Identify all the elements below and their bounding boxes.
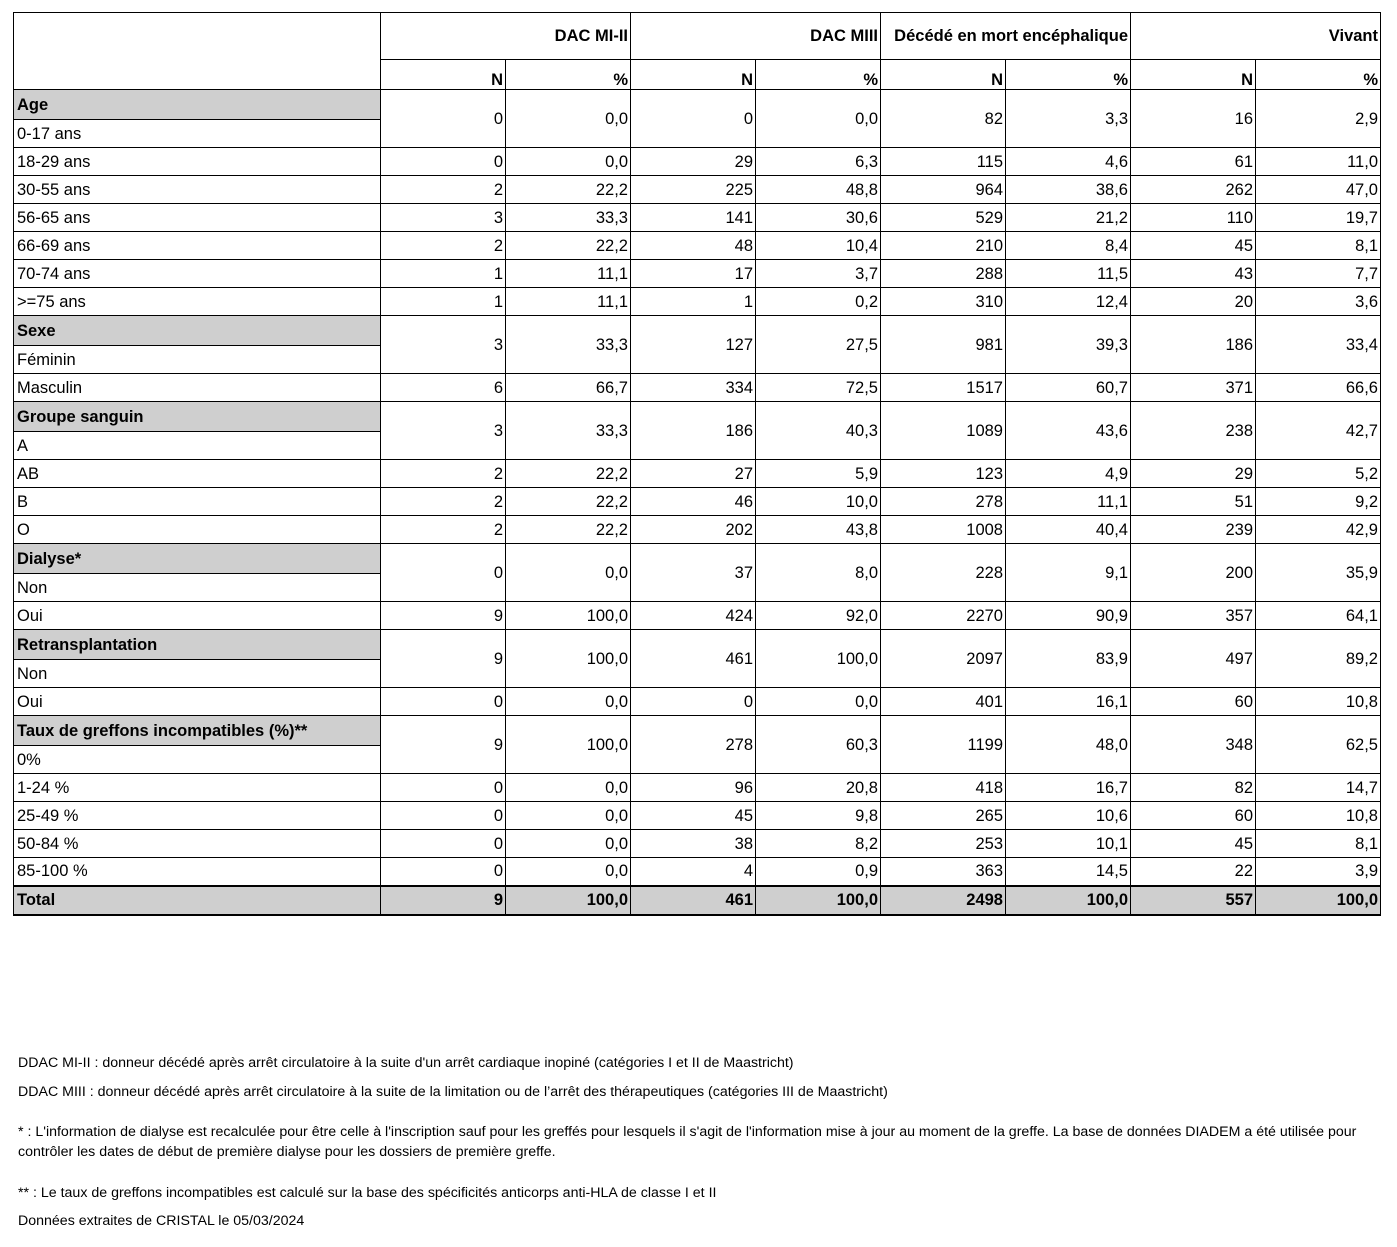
header-group-vivant: Vivant [1131, 13, 1381, 60]
total-value: 557 [1131, 886, 1256, 915]
value-cell: 22,2 [506, 176, 631, 204]
value-cell: 9,2 [1256, 488, 1381, 516]
table-row [14, 830, 1381, 858]
value-cell: 20 [1131, 288, 1256, 316]
value-cell: 0,0 [756, 688, 881, 716]
value-cell: 0,0 [506, 90, 631, 148]
value-cell: 210 [881, 232, 1006, 260]
header-sub: N [1131, 60, 1256, 90]
value-cell: 11,1 [1006, 488, 1131, 516]
total-value: 100,0 [1256, 886, 1381, 915]
row-label: 70-74 ans [14, 260, 381, 288]
value-cell: 60 [1131, 802, 1256, 830]
value-cell: 5,2 [1256, 460, 1381, 488]
value-cell: 3,3 [1006, 90, 1131, 148]
header-sub: N [381, 60, 506, 90]
data-table [13, 12, 1381, 916]
header-corner [14, 13, 381, 60]
value-cell: 964 [881, 176, 1006, 204]
header-sub: % [506, 60, 631, 90]
value-cell: 278 [631, 716, 756, 774]
value-cell: 14,5 [1006, 858, 1131, 886]
value-cell: 16,7 [1006, 774, 1131, 802]
table-row [14, 602, 1381, 630]
value-cell: 10,4 [756, 232, 881, 260]
value-cell: 0,9 [756, 858, 881, 886]
value-cell: 82 [881, 90, 1006, 148]
note-ddac-mi: DDAC MI-II : donneur décédé après arrêt circulatoire à la suite d'un arrêt cardiaque inopiné (catégories I et II de Maastricht) [18, 1055, 794, 1071]
table-row [14, 374, 1381, 402]
row-label: 85-100 % [14, 858, 381, 886]
total-value: 461 [631, 886, 756, 915]
value-cell: 9 [381, 602, 506, 630]
value-cell: 310 [881, 288, 1006, 316]
value-cell: 100,0 [756, 630, 881, 688]
value-cell: 1517 [881, 374, 1006, 402]
value-cell: 401 [881, 688, 1006, 716]
value-cell: 22 [1131, 858, 1256, 886]
row-label: 56-65 ans [14, 204, 381, 232]
table-row [14, 148, 1381, 176]
value-cell: 8,1 [1256, 830, 1381, 858]
value-cell: 115 [881, 148, 1006, 176]
value-cell: 1 [381, 260, 506, 288]
value-cell: 4,6 [1006, 148, 1131, 176]
total-label: Total [14, 886, 381, 915]
value-cell: 8,2 [756, 830, 881, 858]
value-cell: 278 [881, 488, 1006, 516]
value-cell: 0 [381, 544, 506, 602]
value-cell: 4 [631, 858, 756, 886]
value-cell: 529 [881, 204, 1006, 232]
value-cell: 46 [631, 488, 756, 516]
header-sub: N [881, 60, 1006, 90]
value-cell: 0 [381, 830, 506, 858]
value-cell: 0 [381, 774, 506, 802]
value-cell: 9,1 [1006, 544, 1131, 602]
row-label: Non [14, 574, 381, 602]
value-cell: 82 [1131, 774, 1256, 802]
value-cell: 66,6 [1256, 374, 1381, 402]
section-row [14, 630, 1381, 660]
value-cell: 288 [881, 260, 1006, 288]
value-cell: 9 [381, 630, 506, 688]
table-row [14, 802, 1381, 830]
value-cell: 60 [1131, 688, 1256, 716]
value-cell: 110 [1131, 204, 1256, 232]
value-cell: 228 [881, 544, 1006, 602]
total-value: 100,0 [506, 886, 631, 915]
value-cell: 200 [1131, 544, 1256, 602]
value-cell: 981 [881, 316, 1006, 374]
value-cell: 424 [631, 602, 756, 630]
value-cell: 33,3 [506, 402, 631, 460]
table-row [14, 774, 1381, 802]
value-cell: 42,7 [1256, 402, 1381, 460]
value-cell: 123 [881, 460, 1006, 488]
value-cell: 10,8 [1256, 688, 1381, 716]
value-cell: 66,7 [506, 374, 631, 402]
value-cell: 22,2 [506, 232, 631, 260]
value-cell: 2 [381, 488, 506, 516]
row-label: Oui [14, 602, 381, 630]
value-cell: 1008 [881, 516, 1006, 544]
value-cell: 202 [631, 516, 756, 544]
header-sub: N [631, 60, 756, 90]
value-cell: 0 [381, 688, 506, 716]
section-title: Dialyse* [14, 544, 381, 574]
value-cell: 48,8 [756, 176, 881, 204]
value-cell: 100,0 [506, 716, 631, 774]
value-cell: 0,0 [506, 148, 631, 176]
total-value: 100,0 [1006, 886, 1131, 915]
value-cell: 40,3 [756, 402, 881, 460]
value-cell: 11,1 [506, 288, 631, 316]
value-cell: 62,5 [1256, 716, 1381, 774]
value-cell: 3,9 [1256, 858, 1381, 886]
value-cell: 8,4 [1006, 232, 1131, 260]
table-row [14, 232, 1381, 260]
header-sub: % [756, 60, 881, 90]
total-value: 9 [381, 886, 506, 915]
value-cell: 17 [631, 260, 756, 288]
value-cell: 418 [881, 774, 1006, 802]
row-label: O [14, 516, 381, 544]
value-cell: 3 [381, 402, 506, 460]
value-cell: 60,7 [1006, 374, 1131, 402]
value-cell: 8,0 [756, 544, 881, 602]
value-cell: 2 [381, 176, 506, 204]
value-cell: 22,2 [506, 460, 631, 488]
value-cell: 141 [631, 204, 756, 232]
value-cell: 72,5 [756, 374, 881, 402]
row-label: 1-24 % [14, 774, 381, 802]
value-cell: 38 [631, 830, 756, 858]
value-cell: 10,8 [1256, 802, 1381, 830]
value-cell: 10,0 [756, 488, 881, 516]
value-cell: 89,2 [1256, 630, 1381, 688]
row-label: 0% [14, 746, 381, 774]
section-row [14, 544, 1381, 574]
value-cell: 45 [1131, 830, 1256, 858]
value-cell: 357 [1131, 602, 1256, 630]
value-cell: 0 [381, 90, 506, 148]
value-cell: 363 [881, 858, 1006, 886]
header-corner-lower [14, 60, 381, 90]
value-cell: 1199 [881, 716, 1006, 774]
value-cell: 29 [631, 148, 756, 176]
header-row-groups [14, 13, 1381, 60]
value-cell: 5,9 [756, 460, 881, 488]
value-cell: 0 [631, 688, 756, 716]
value-cell: 371 [1131, 374, 1256, 402]
header-group-dac-mi-ii: DAC MI-II [381, 13, 631, 60]
value-cell: 0,0 [506, 774, 631, 802]
value-cell: 40,4 [1006, 516, 1131, 544]
table-row [14, 260, 1381, 288]
value-cell: 461 [631, 630, 756, 688]
value-cell: 3 [381, 204, 506, 232]
row-label: Oui [14, 688, 381, 716]
value-cell: 22,2 [506, 488, 631, 516]
note-dialyse: * : L'information de dialyse est recalculée pour être celle à l'inscription sauf pour les greffés pour lesquels il s'agit de l'information mise à jour au moment de la greffe. La base de données DIADEM a été utilisée pour contrôler les dates de début de première dialyse pour les dossiers de première greffe. [18, 1124, 1357, 1160]
section-title: Groupe sanguin [14, 402, 381, 432]
value-cell: 27 [631, 460, 756, 488]
value-cell: 238 [1131, 402, 1256, 460]
value-cell: 7,7 [1256, 260, 1381, 288]
total-row [14, 886, 1381, 915]
value-cell: 61 [1131, 148, 1256, 176]
value-cell: 48 [631, 232, 756, 260]
row-label: 50-84 % [14, 830, 381, 858]
value-cell: 3,7 [756, 260, 881, 288]
value-cell: 9 [381, 716, 506, 774]
value-cell: 43 [1131, 260, 1256, 288]
value-cell: 10,1 [1006, 830, 1131, 858]
table-row [14, 176, 1381, 204]
value-cell: 1 [381, 288, 506, 316]
value-cell: 497 [1131, 630, 1256, 688]
value-cell: 22,2 [506, 516, 631, 544]
table-row [14, 858, 1381, 886]
value-cell: 1089 [881, 402, 1006, 460]
value-cell: 127 [631, 316, 756, 374]
value-cell: 83,9 [1006, 630, 1131, 688]
value-cell: 47,0 [1256, 176, 1381, 204]
value-cell: 12,4 [1006, 288, 1131, 316]
row-label: Féminin [14, 346, 381, 374]
value-cell: 19,7 [1256, 204, 1381, 232]
value-cell: 225 [631, 176, 756, 204]
value-cell: 33,3 [506, 316, 631, 374]
value-cell: 43,8 [756, 516, 881, 544]
value-cell: 21,2 [1006, 204, 1131, 232]
total-value: 100,0 [756, 886, 881, 915]
header-group-dac-miii: DAC MIII [631, 13, 881, 60]
value-cell: 60,3 [756, 716, 881, 774]
value-cell: 348 [1131, 716, 1256, 774]
value-cell: 2270 [881, 602, 1006, 630]
value-cell: 35,9 [1256, 544, 1381, 602]
value-cell: 33,4 [1256, 316, 1381, 374]
value-cell: 2 [381, 516, 506, 544]
note-taux: ** : Le taux de greffons incompatibles est calculé sur la base des spécificités anticorps anti-HLA de classe I et II [18, 1185, 717, 1201]
value-cell: 0,0 [506, 830, 631, 858]
value-cell: 0 [381, 148, 506, 176]
value-cell: 0,0 [506, 544, 631, 602]
section-title: Age [14, 90, 381, 120]
row-label: B [14, 488, 381, 516]
value-cell: 45 [1131, 232, 1256, 260]
value-cell: 42,9 [1256, 516, 1381, 544]
value-cell: 29 [1131, 460, 1256, 488]
value-cell: 48,0 [1006, 716, 1131, 774]
section-row [14, 316, 1381, 346]
value-cell: 239 [1131, 516, 1256, 544]
value-cell: 2 [381, 460, 506, 488]
value-cell: 45 [631, 802, 756, 830]
value-cell: 16 [1131, 90, 1256, 148]
header-sub: % [1006, 60, 1131, 90]
value-cell: 6 [381, 374, 506, 402]
value-cell: 33,3 [506, 204, 631, 232]
header-row-sub [14, 60, 1381, 90]
header-sub: % [1256, 60, 1381, 90]
value-cell: 51 [1131, 488, 1256, 516]
value-cell: 11,0 [1256, 148, 1381, 176]
value-cell: 0 [381, 858, 506, 886]
note-source: Données extraites de CRISTAL le 05/03/2024 [18, 1213, 305, 1229]
value-cell: 37 [631, 544, 756, 602]
value-cell: 14,7 [1256, 774, 1381, 802]
section-row [14, 402, 1381, 432]
row-label: 18-29 ans [14, 148, 381, 176]
row-label: AB [14, 460, 381, 488]
value-cell: 92,0 [756, 602, 881, 630]
value-cell: 0,0 [506, 858, 631, 886]
value-cell: 0,0 [506, 802, 631, 830]
section-title: Taux de greffons incompatibles (%)** [14, 716, 381, 746]
value-cell: 20,8 [756, 774, 881, 802]
value-cell: 100,0 [506, 602, 631, 630]
value-cell: 96 [631, 774, 756, 802]
row-label: Non [14, 660, 381, 688]
value-cell: 253 [881, 830, 1006, 858]
value-cell: 8,1 [1256, 232, 1381, 260]
value-cell: 334 [631, 374, 756, 402]
row-label: 0-17 ans [14, 120, 381, 148]
row-label: 25-49 % [14, 802, 381, 830]
table-row [14, 488, 1381, 516]
table-row [14, 460, 1381, 488]
table-row [14, 688, 1381, 716]
value-cell: 2 [381, 232, 506, 260]
value-cell: 2,9 [1256, 90, 1381, 148]
row-label: A [14, 432, 381, 460]
value-cell: 265 [881, 802, 1006, 830]
value-cell: 39,3 [1006, 316, 1131, 374]
value-cell: 0,0 [506, 688, 631, 716]
header-group-deces-me: Décédé en mort encéphalique [881, 13, 1131, 60]
value-cell: 16,1 [1006, 688, 1131, 716]
value-cell: 90,9 [1006, 602, 1131, 630]
table-row [14, 204, 1381, 232]
value-cell: 9,8 [756, 802, 881, 830]
value-cell: 186 [1131, 316, 1256, 374]
value-cell: 0,2 [756, 288, 881, 316]
section-title: Sexe [14, 316, 381, 346]
value-cell: 262 [1131, 176, 1256, 204]
table-row [14, 516, 1381, 544]
section-row [14, 90, 1381, 120]
value-cell: 0 [381, 802, 506, 830]
note-ddac-miii: DDAC MIII : donneur décédé après arrêt circulatoire à la suite de la limitation ou de l’arrêt des thérapeutiques (catégories III de Maastricht) [18, 1084, 888, 1100]
value-cell: 38,6 [1006, 176, 1131, 204]
row-label: 66-69 ans [14, 232, 381, 260]
value-cell: 10,6 [1006, 802, 1131, 830]
value-cell: 6,3 [756, 148, 881, 176]
value-cell: 4,9 [1006, 460, 1131, 488]
total-value: 2498 [881, 886, 1006, 915]
value-cell: 64,1 [1256, 602, 1381, 630]
value-cell: 2097 [881, 630, 1006, 688]
value-cell: 0 [631, 90, 756, 148]
value-cell: 11,1 [506, 260, 631, 288]
value-cell: 11,5 [1006, 260, 1131, 288]
value-cell: 3 [381, 316, 506, 374]
value-cell: 1 [631, 288, 756, 316]
value-cell: 0,0 [756, 90, 881, 148]
value-cell: 100,0 [506, 630, 631, 688]
value-cell: 186 [631, 402, 756, 460]
row-label: 30-55 ans [14, 176, 381, 204]
value-cell: 43,6 [1006, 402, 1131, 460]
value-cell: 30,6 [756, 204, 881, 232]
value-cell: 3,6 [1256, 288, 1381, 316]
section-row [14, 716, 1381, 746]
section-title: Retransplantation [14, 630, 381, 660]
table-row [14, 288, 1381, 316]
row-label: Masculin [14, 374, 381, 402]
value-cell: 27,5 [756, 316, 881, 374]
row-label: >=75 ans [14, 288, 381, 316]
